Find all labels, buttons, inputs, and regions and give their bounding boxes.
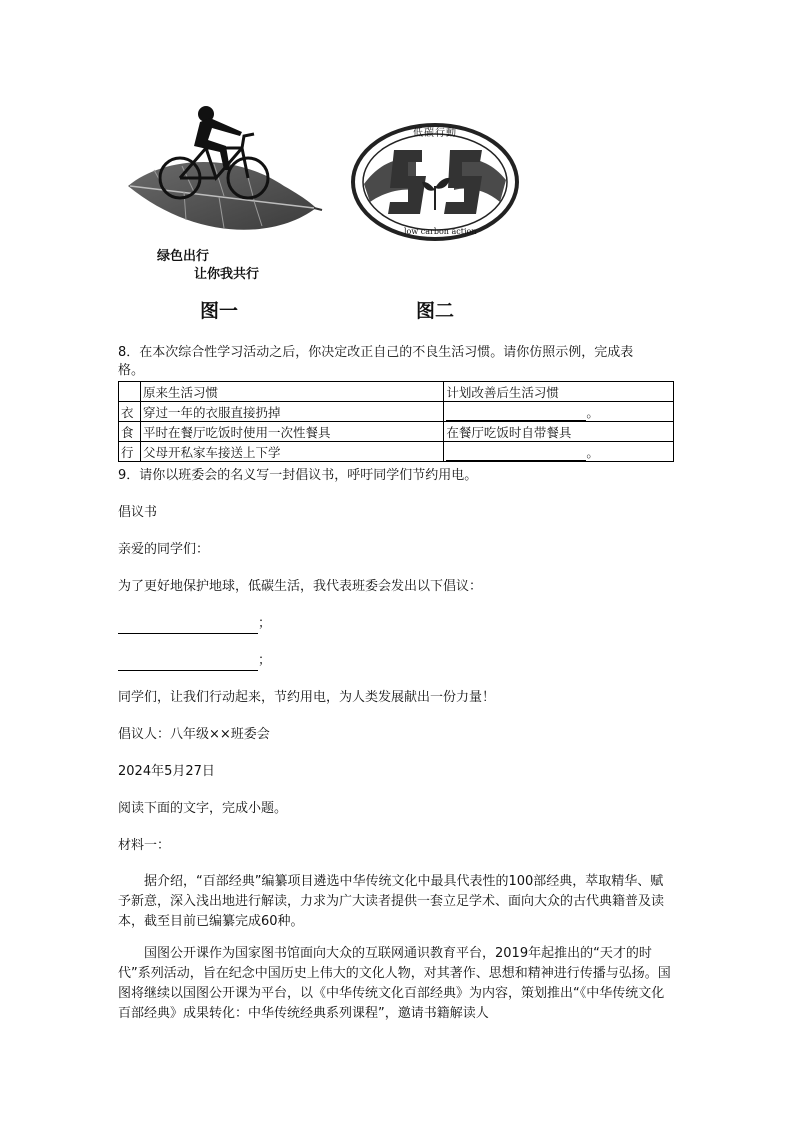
row-improved-habit[interactable]: [444, 402, 674, 422]
row-original-habit: 父母开私家车接送上下学: [140, 442, 443, 462]
figure-2-top-text: 低碳行動: [413, 128, 457, 139]
proposal-closing: 同学们，让我们行动起来，节约用电，为人类发展献出一份力量！: [118, 690, 496, 705]
blank-suffix: ；: [258, 616, 272, 631]
header-cell-improved: 计划改善后生活习惯: [444, 382, 674, 402]
figure-1-caption-line-1: 绿色出行: [157, 249, 210, 264]
material-paragraph-2: 国图公开课作为国家图书馆面向大众的互联网通识教育平台，2019年起推出的“天才的时代”系列活动，旨在纪念中国历史上伟大的文化人物，对其著作、思想和精神进行传播与弘扬。国图将继续以国图公开课为平台，以《中华传统文化百部经典》为内容，策划推出“《中华传统文化百部经典》成果转化：中华传统经典系列课程”，邀请书籍解读人: [118, 946, 671, 1021]
row-improved-habit: 在餐厅吃饭时自带餐具: [444, 422, 674, 442]
row-improved-habit[interactable]: [444, 442, 674, 462]
proposal-title: 倡议书: [118, 505, 158, 520]
row-category: 衣: [119, 402, 141, 422]
proposal-signer: 倡议人：八年级××班委会: [118, 727, 270, 742]
header-cell-original: 原来生活习惯: [140, 382, 443, 402]
proposal-date: 2024年5月27日: [118, 764, 215, 779]
proposal-intro: 为了更好地保护地球，低碳生活，我代表班委会发出以下倡议：: [118, 579, 483, 594]
table-row: [119, 402, 674, 422]
row-category: 行: [119, 442, 141, 462]
table-header-row: [119, 382, 674, 402]
fill-in-blank[interactable]: [446, 420, 586, 421]
material-paragraph-1: 据介绍，“百部经典”编纂项目遴选中华传统文化中最具代表性的100部经典，萃取精华、赋予新意，深入浅出地进行解读，力求为广大读者提供一套立足学术、面向大众的古代典籍普及读本，截至目前已编纂完成60种。: [118, 874, 665, 929]
fill-in-blank[interactable]: [118, 617, 258, 634]
q8-prompt-line-2: 格。: [118, 363, 145, 378]
material-one-title: 材料一：: [118, 838, 171, 853]
proposal-blank-line-2[interactable]: [118, 651, 271, 671]
row-category: 食: [119, 422, 141, 442]
reading-instruction: 阅读下面的文字，完成小题。: [118, 801, 288, 816]
blank-suffix: 。: [586, 444, 599, 460]
fill-in-blank[interactable]: [118, 654, 258, 671]
figure-2-label: 图二: [416, 300, 455, 322]
q9-prompt: 9．请你以班委会的名义写一封倡议书，呼吁同学们节约用电。: [118, 468, 478, 483]
header-cell-blank: [119, 382, 141, 402]
figure-1-cyclist-leaf-image: [124, 100, 324, 250]
figure-1-label: 图一: [200, 300, 239, 322]
fill-in-blank[interactable]: [446, 460, 586, 461]
blank-suffix: ；: [258, 653, 272, 668]
proposal-greeting: 亲爱的同学们：: [118, 542, 210, 557]
figure-1-caption-line-2: 让你我共行: [194, 267, 260, 282]
row-original-habit: 平时在餐厅吃饭时使用一次性餐具: [140, 422, 443, 442]
habits-table: [118, 381, 674, 462]
row-original-habit: 穿过一年的衣服直接扔掉: [140, 402, 443, 422]
blank-suffix: 。: [586, 404, 599, 420]
proposal-blank-line-1[interactable]: [118, 614, 271, 634]
table-row: [119, 422, 674, 442]
table-row: [119, 442, 674, 462]
q8-prompt-line-1: 8．在本次综合性学习活动之后，你决定改正自己的不良生活习惯。请你仿照示例，完成表: [118, 345, 634, 360]
figure-2-bottom-text: low carbon action: [404, 227, 477, 236]
figure-2-low-carbon-logo: [350, 122, 520, 242]
